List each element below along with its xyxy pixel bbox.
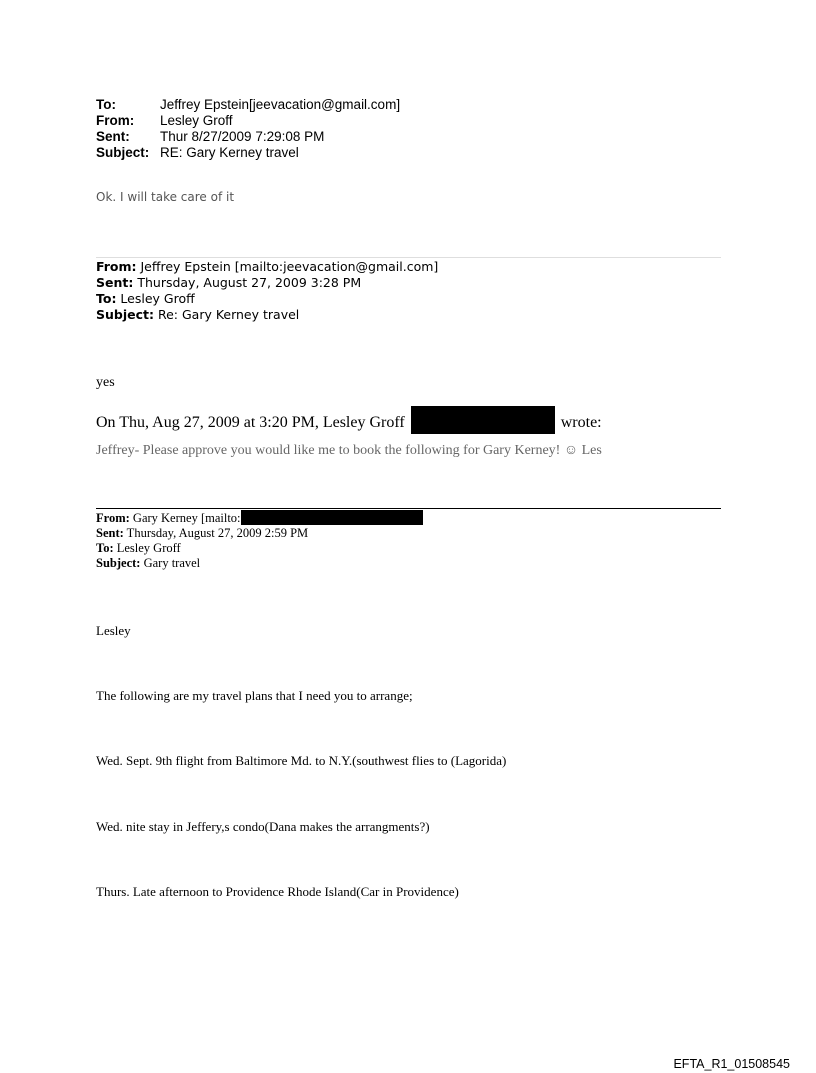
quote-intro-suffix: wrote: [560, 414, 602, 431]
email2-quote-body: Jeffrey- Please approve you would like me to book the following for Gary Kerney! ☺ Les [96, 443, 602, 458]
from-label: From: [96, 511, 130, 525]
from-label: From: [96, 259, 137, 274]
email2-to-row [96, 291, 438, 307]
email1-header [96, 97, 400, 161]
email1-from-value: Lesley Groff [160, 113, 233, 128]
email3-from-value: Gary Kerney [mailto: [129, 511, 241, 525]
email2-quote-intro [96, 406, 602, 434]
email1-to-value: Jeffrey Epstein[jeevacation@gmail.com] [160, 97, 401, 112]
subject-label: Subject: [96, 145, 150, 160]
email2-subject-row [96, 307, 438, 323]
email3-subject-row [96, 556, 423, 571]
subject-label: Subject: [96, 307, 154, 322]
email2-to-value: Lesley Groff [116, 291, 195, 306]
quote-intro-prefix: On Thu, Aug 27, 2009 at 3:20 PM, Lesley Groff [96, 414, 405, 431]
separator [96, 508, 721, 509]
sent-label: Sent: [96, 129, 130, 144]
email2-body: yes [96, 375, 115, 390]
redaction-block [241, 510, 423, 525]
email1-to-row [96, 97, 400, 113]
email2-header [96, 259, 438, 323]
email3-line: Wed. Sept. 9th flight from Baltimore Md. to N.Y.(southwest flies to (Lagorida) [96, 753, 507, 768]
email2-sent-row [96, 275, 438, 291]
email3-sent-value: Thursday, August 27, 2009 2:59 PM [123, 526, 309, 540]
email2-subject-value: Re: Gary Kerney travel [154, 307, 300, 322]
email2-sent-value: Thursday, August 27, 2009 3:28 PM [133, 275, 362, 290]
document-id: EFTA_R1_01508545 [673, 1057, 790, 1071]
email3-greeting: Lesley [96, 623, 131, 638]
email3-subject-value: Gary travel [140, 556, 201, 570]
email3-header [96, 510, 423, 571]
from-label: From: [96, 113, 135, 128]
email3-from-row [96, 510, 423, 526]
to-label: To: [96, 291, 117, 306]
email1-from-row [96, 113, 400, 129]
email3-to-value: Lesley Groff [113, 541, 181, 555]
email3-to-row [96, 541, 423, 556]
email1-body: Ok. I will take care of it [96, 190, 235, 204]
redaction-block [411, 406, 555, 434]
email2-from-value: Jeffrey Epstein [mailto:jeevacation@gmail.com] [136, 259, 439, 274]
email2-from-row [96, 259, 438, 275]
email1-subject-row [96, 145, 400, 161]
email3-sent-row [96, 526, 423, 541]
sent-label: Sent: [96, 526, 124, 540]
to-label: To: [96, 541, 114, 555]
email1-subject-value: RE: Gary Kerney travel [160, 145, 299, 160]
email3-line: Thurs. Late afternoon to Providence Rhode Island(Car in Providence) [96, 884, 459, 899]
subject-label: Subject: [96, 556, 141, 570]
separator [96, 257, 721, 258]
email1-sent-row [96, 129, 400, 145]
email1-sent-value: Thur 8/27/2009 7:29:08 PM [160, 129, 325, 144]
sent-label: Sent: [96, 275, 134, 290]
email3-line: The following are my travel plans that I need you to arrange; [96, 688, 413, 703]
to-label: To: [96, 97, 116, 112]
email3-line: Wed. nite stay in Jeffery,s condo(Dana makes the arrangments?) [96, 819, 430, 834]
